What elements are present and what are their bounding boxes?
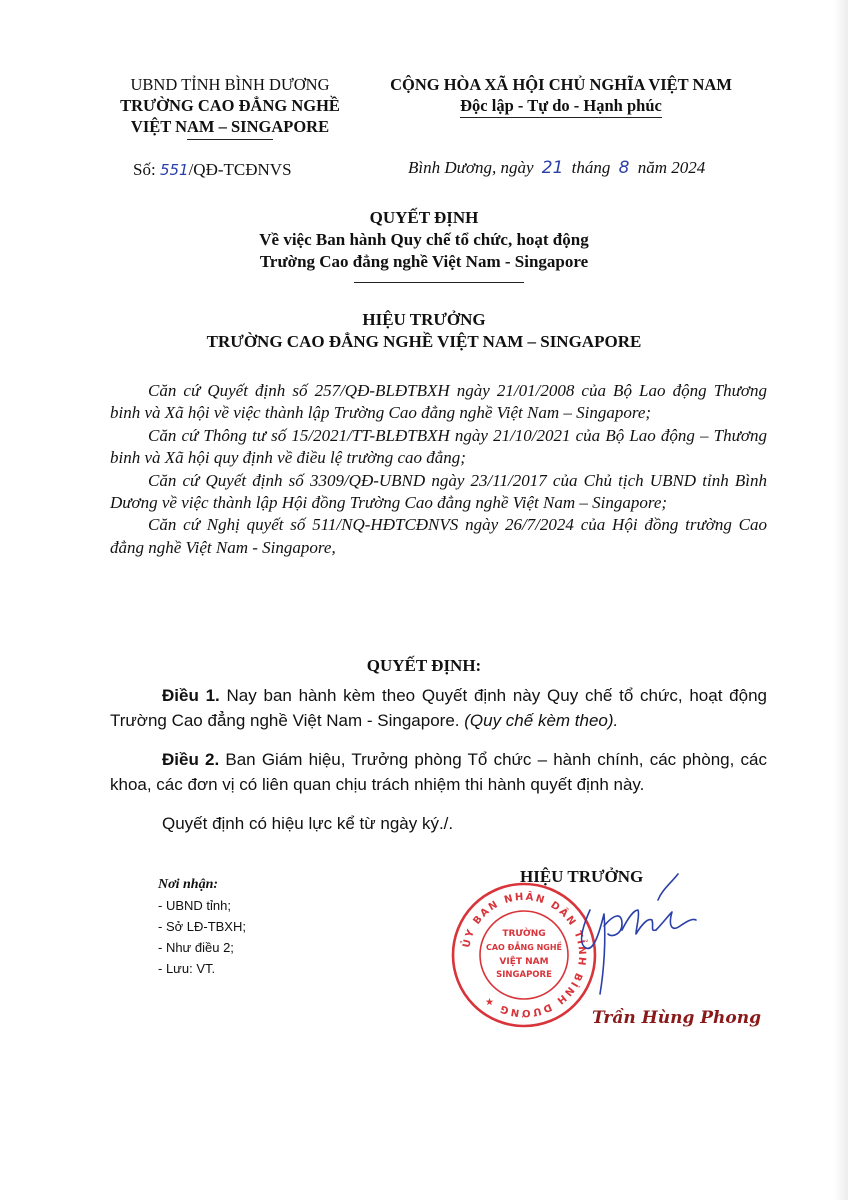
recipient-item: - UBND tỉnh; [158,898,231,913]
basis-item: Căn cứ Quyết định số 3309/QĐ-UBND ngày 23/11/2017 của Chủ tịch UBND tỉnh Bình Dương về việc thành lập Hội đồng Trường Cao đẳng nghề Việt Nam – Singapore; [110,470,767,513]
handwritten-day: 21 [541,158,564,178]
title-underline [354,282,524,283]
authority-block [0,309,848,353]
signer-name: Trần Hùng Phong [592,1008,761,1028]
authority-title: HIỆU TRƯỞNG [362,310,486,329]
article-1-note: (Quy chế kèm theo). [464,710,619,730]
handwritten-number: 551 [159,161,189,179]
svg-text:SINGAPORE: SINGAPORE [496,970,552,980]
page-edge-shadow [834,0,848,1200]
svg-text:ỦY BAN NHÂN DÂN TỈNH BÌNH DƯƠN: ỦY BAN NHÂN DÂN TỈNH BÌNH DƯƠNG ★ [461,891,588,1019]
school-name-line2: VIỆT NAM – SINGAPORE [130,117,330,136]
effective-text: Quyết định có hiệu lực kể từ ngày ký./. [162,814,454,833]
number-prefix: Số: [133,160,156,179]
header-left-underline [187,139,273,140]
basis-item: Căn cứ Thông tư số 15/2021/TT-BLĐTBXH ngày 21/10/2021 của Bộ Lao động – Thương binh và Xã hội quy định về điều lệ trường cao đẳng; [110,425,767,468]
svg-text:CAO ĐẲNG NGHỀ: CAO ĐẲNG NGHỀ [485,943,563,952]
date-place: Bình Dương, ngày [408,158,534,177]
number-suffix: /QĐ-TCĐNVS [188,160,292,179]
issuing-authority-header [100,74,360,140]
recipients [158,874,246,979]
recipient-item: - Như điều 2; [158,940,234,955]
recipients-label: Nơi nhận: [158,877,219,892]
decision-heading: QUYẾT ĐỊNH: [366,656,482,675]
article-1-label: Điều 1. [162,686,220,705]
province-name: UBND TỈNH BÌNH DƯƠNG [130,75,330,94]
title-heading: QUYẾT ĐỊNH [369,208,479,227]
country-name: CỘNG HÒA XÃ HỘI CHỦ NGHĨA VIỆT NAM [390,75,732,94]
legal-basis [110,380,767,559]
date-month-label: tháng [571,158,611,177]
basis-item: Căn cứ Quyết định số 257/QĐ-BLĐTBXH ngày 21/01/2008 của Bộ Lao động Thương binh và Xã hội về việc thành lập Trường Cao đẳng nghề Việt Nam – Singapore; [110,381,767,423]
document-title [0,207,848,273]
title-subject-line1: Về việc Ban hành Quy chế tổ chức, hoạt động [259,230,589,249]
article-2-label: Điều 2. [162,750,220,769]
issue-date [408,158,705,178]
article-2 [110,748,767,797]
svg-text:VIỆT NAM: VIỆT NAM [499,957,549,967]
handwritten-signature [560,870,700,1000]
date-year: năm 2024 [637,158,706,177]
document-number [133,160,292,180]
article-1-text: Nay ban hành kèm theo Quyết định này Quy chế tổ chức, hoạt động Trường Cao đẳng nghề Việt Nam - Singapore. [110,686,767,730]
title-subject-line2: Trường Cao đẳng nghề Việt Nam - Singapore [259,252,589,271]
authority-school: TRƯỜNG CAO ĐẲNG NGHỀ VIỆT NAM – SINGAPORE [206,332,642,351]
signer-title: HIỆU TRƯỞNG [520,867,644,886]
recipient-item: - Sở LĐ-TBXH; [158,919,246,934]
handwritten-month: 8 [618,158,630,178]
school-name-line1: TRƯỜNG CAO ĐẲNG NGHỀ [120,96,340,115]
motto: Độc lập - Tự do - Hạnh phúc [460,95,662,118]
national-motto-header [366,74,756,118]
svg-text:TRƯỜNG: TRƯỜNG [502,929,546,939]
article-1 [110,684,767,733]
article-2-text: Ban Giám hiệu, Trưởng phòng Tổ chức – hành chính, các phòng, các khoa, các đơn vị có liên quan chịu trách nhiệm thi hành quyết định này. [110,750,767,794]
recipient-item: - Lưu: VT. [158,961,216,976]
basis-item: Căn cứ Nghị quyết số 511/NQ-HĐTCĐNVS ngày 26/7/2024 của Hội đồng trường Cao đẳng nghề Việt Nam - Singapore, [110,515,767,557]
effective-clause [110,812,767,837]
